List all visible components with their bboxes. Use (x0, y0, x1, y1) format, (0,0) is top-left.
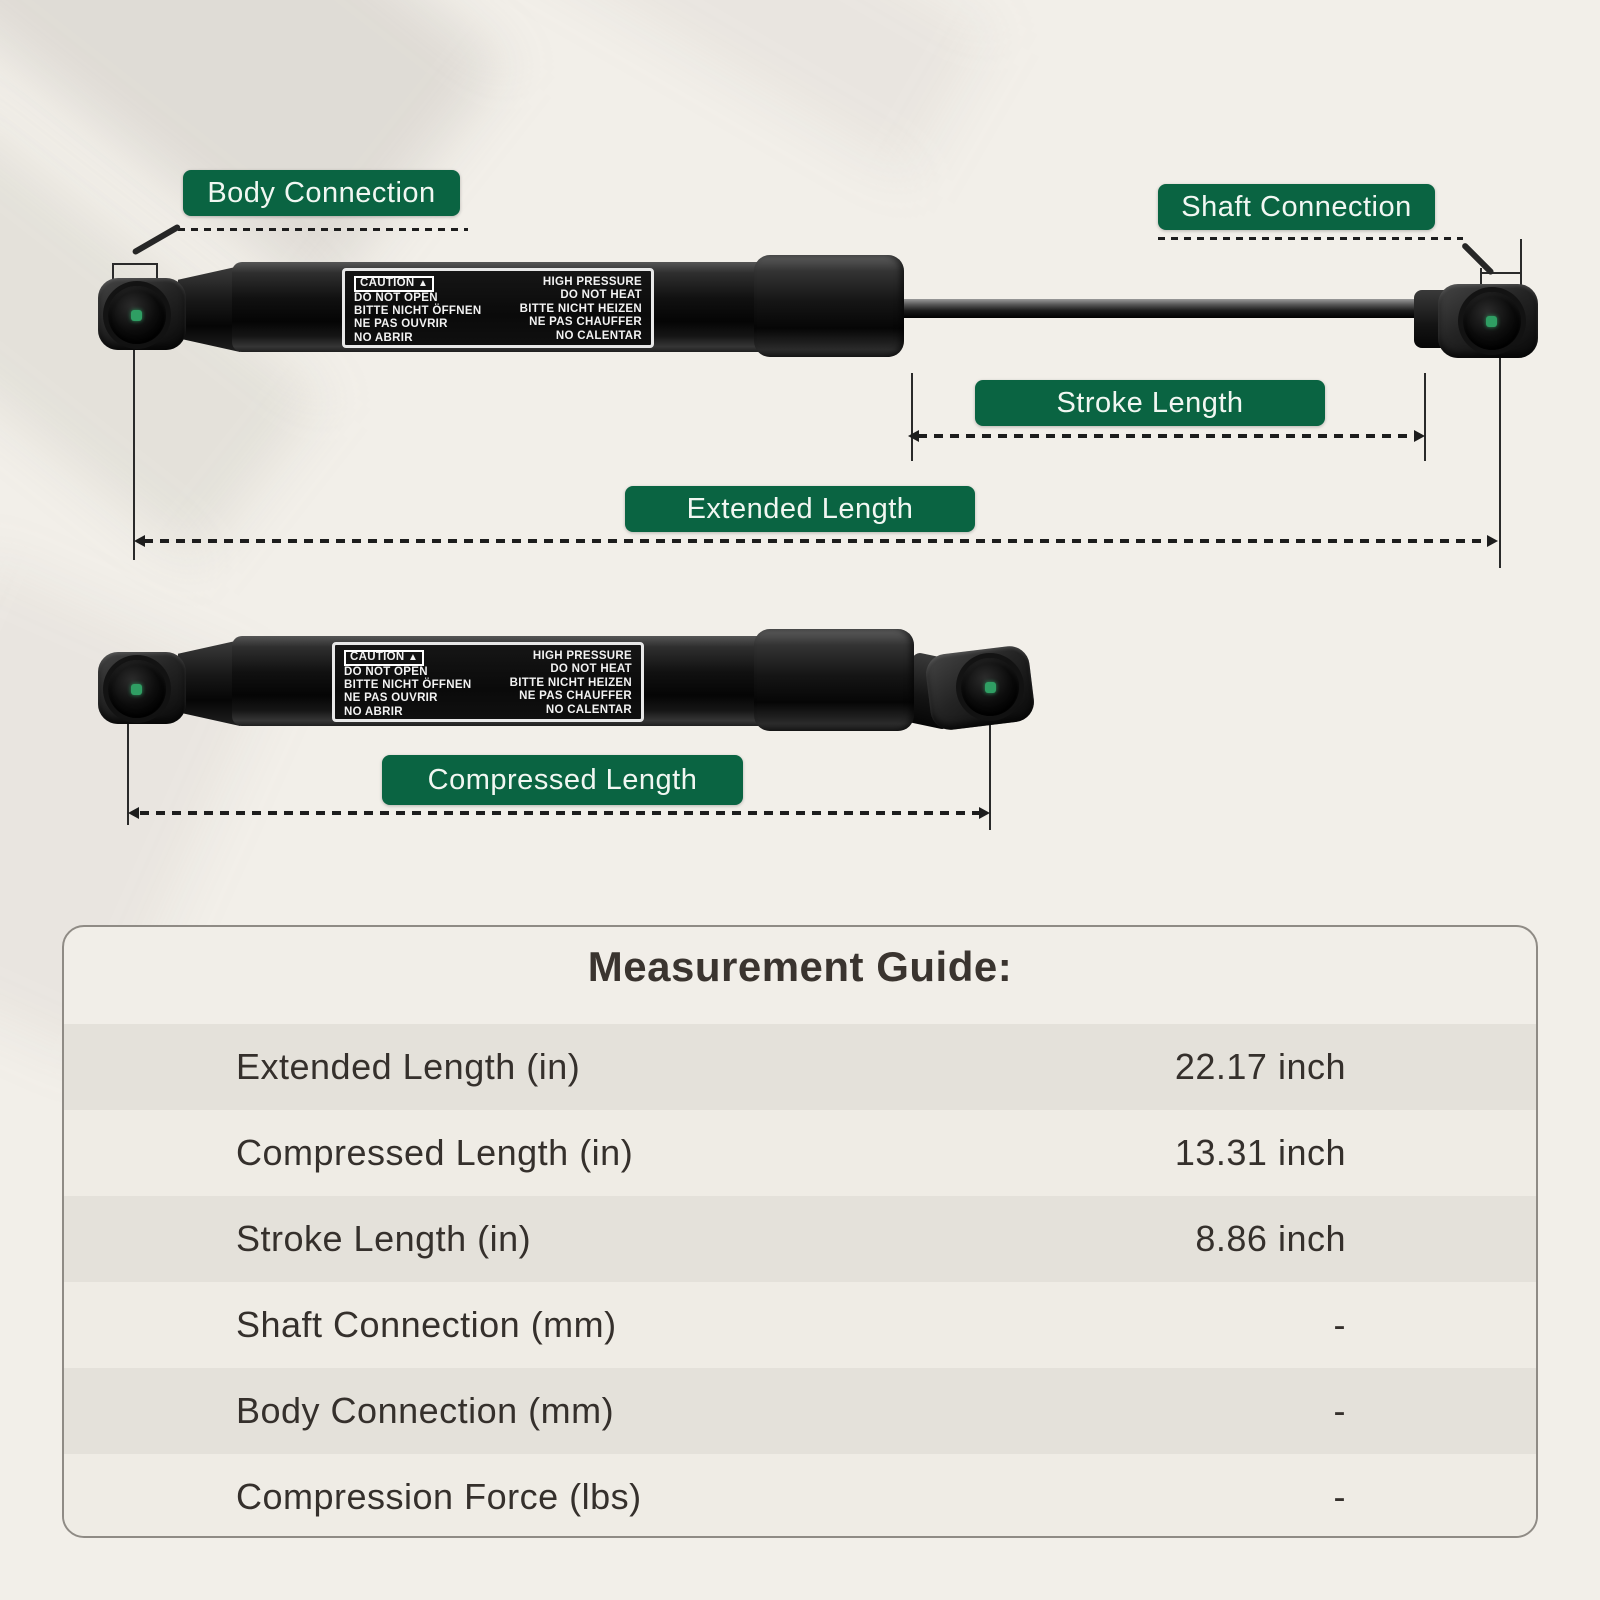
warning-triangle-icon: ▲ (418, 278, 429, 289)
warning-triangle-icon: ▲ (408, 652, 419, 663)
caution-line: HIGH PRESSURE (542, 276, 642, 288)
body-connection-bracket (112, 263, 158, 265)
caution-line: NO CALENTAR (555, 329, 642, 342)
arrowhead (1414, 430, 1425, 442)
dimension-tick (1499, 321, 1501, 568)
caution-line: HIGH PRESSURE (532, 650, 632, 662)
table-row (64, 1196, 1536, 1282)
green-dot (131, 684, 142, 695)
table-row (64, 1282, 1536, 1368)
caution-line: NO ABRIR (354, 331, 413, 344)
green-dot (131, 310, 142, 321)
row-value: 13.31 inch (1174, 1132, 1346, 1173)
row-label: Compressed Length (in) (236, 1132, 634, 1173)
strut-collar (754, 629, 914, 731)
measurement-guide-title: Measurement Guide: (587, 943, 1013, 990)
arrowhead (128, 807, 139, 819)
row-label: Compression Force (lbs) (236, 1476, 642, 1517)
caution-line: NO CALENTAR (545, 703, 632, 716)
caution-line: BITTE NICHT ÖFFNEN (354, 304, 482, 317)
caution-line: NE PAS OUVRIR (354, 318, 448, 331)
caution-title: CAUTION (360, 277, 415, 289)
caution-line: BITTE NICHT HEIZEN (509, 676, 632, 689)
shaft-connection-label: Shaft Connection (1181, 190, 1412, 223)
compressed-length-line (140, 811, 982, 815)
arrowhead (1487, 535, 1498, 547)
caution-line: DO NOT OPEN (354, 291, 438, 304)
strut-rod (900, 299, 1422, 318)
arrowhead (134, 535, 145, 547)
leaf-shadow (0, 0, 507, 299)
caution-line: BITTE NICHT HEIZEN (519, 302, 642, 315)
row-value: - (1333, 1304, 1346, 1345)
row-label: Stroke Length (in) (236, 1218, 532, 1259)
caution-label (342, 268, 654, 348)
compressed-length-label: Compressed Length (427, 763, 698, 796)
row-value: 22.17 inch (1174, 1046, 1346, 1087)
caution-title: CAUTION (350, 651, 405, 663)
stroke-length-label: Stroke Length (1056, 386, 1244, 419)
caution-line: NE PAS CHAUFFER (529, 316, 642, 329)
pointer-line (132, 223, 182, 255)
shaft-connection-badge (1158, 184, 1435, 230)
arrowhead (908, 430, 919, 442)
table-row (64, 1024, 1536, 1110)
green-dot (1486, 316, 1497, 327)
extended-length-line (144, 539, 1490, 543)
row-value: 8.86 inch (1195, 1218, 1346, 1259)
pointer-line (1461, 242, 1495, 276)
caution-line: NO ABRIR (344, 705, 403, 718)
arrowhead (979, 807, 990, 819)
caution-line: NE PAS CHAUFFER (519, 690, 632, 703)
dimension-tick (133, 348, 135, 560)
caution-line: NE PAS OUVRIR (344, 692, 438, 705)
row-value: - (1333, 1390, 1346, 1431)
caution-title-box (354, 276, 434, 292)
leader-line (1158, 237, 1463, 240)
body-connection-label: Body Connection (207, 176, 436, 209)
strut-neck (178, 266, 240, 352)
row-label: Body Connection (mm) (236, 1390, 615, 1431)
strut-collar (754, 255, 904, 357)
caution-line: BITTE NICHT ÖFFNEN (344, 678, 472, 691)
leaf-shadow (425, 0, 995, 179)
body-connection-badge (183, 170, 460, 216)
dimension-tick (911, 373, 913, 461)
caution-line: DO NOT HEAT (550, 663, 632, 676)
leader-line (178, 228, 468, 231)
caution-line: DO NOT HEAT (560, 289, 642, 302)
table-row (64, 1368, 1536, 1454)
dimension-tick (1424, 373, 1426, 461)
table-row (64, 1110, 1536, 1196)
caution-title-box (344, 650, 424, 666)
stroke-length-badge (975, 380, 1325, 426)
extended-length-badge (625, 486, 975, 532)
measurement-guide-card (62, 925, 1538, 1538)
compressed-length-badge (382, 755, 743, 805)
caution-label (332, 642, 644, 722)
row-label: Shaft Connection (mm) (236, 1304, 617, 1345)
table-row (64, 1454, 1536, 1538)
green-dot (985, 682, 996, 693)
row-label: Extended Length (in) (236, 1046, 581, 1087)
extended-length-label: Extended Length (686, 492, 914, 525)
row-value: - (1333, 1476, 1346, 1517)
caution-line: DO NOT OPEN (344, 665, 428, 678)
strut-neck (178, 640, 240, 726)
stroke-length-line (918, 434, 1420, 438)
